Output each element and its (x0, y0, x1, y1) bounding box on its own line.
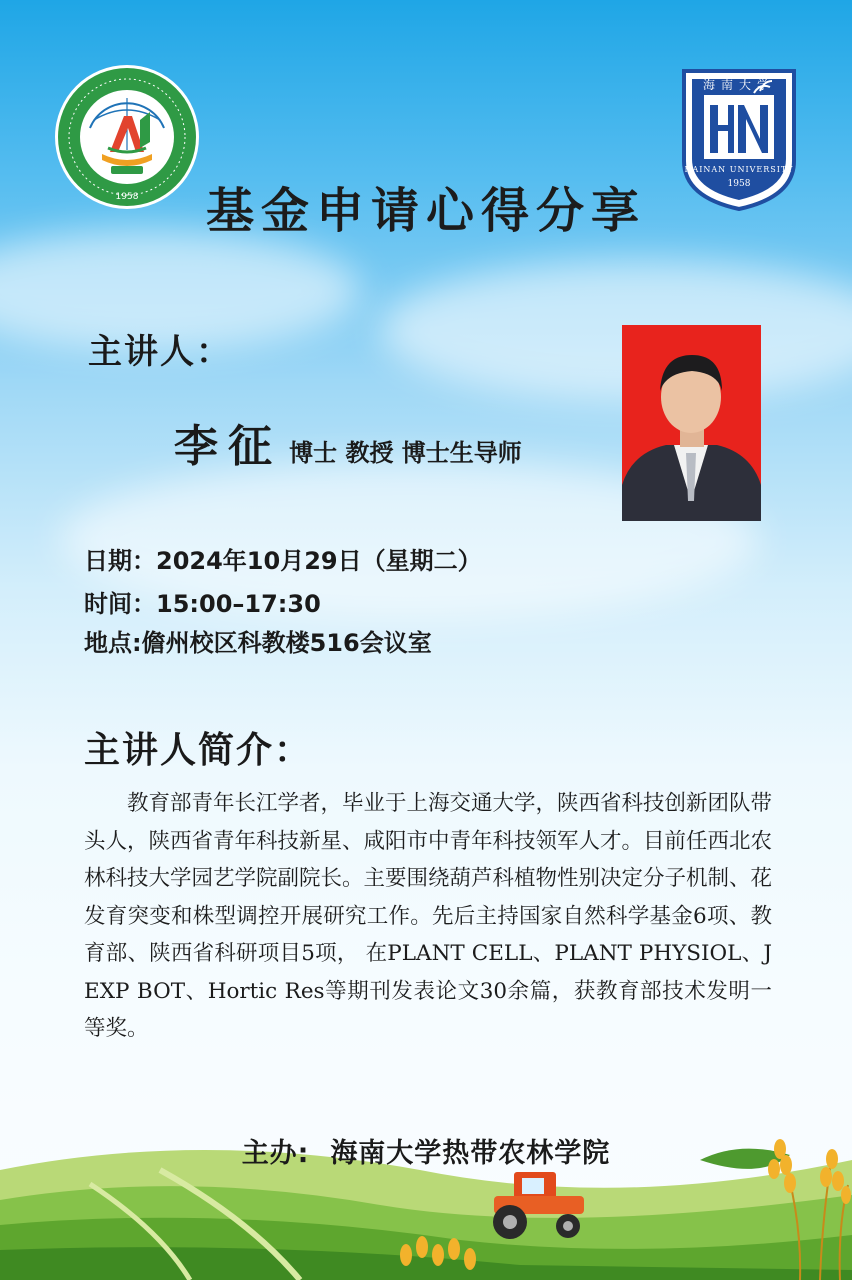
emblem-ring-text: HAINAN UNIVERSITY (684, 165, 794, 174)
host-spacer (310, 1138, 331, 1169)
speaker-name: 李征 (174, 421, 282, 472)
tractor-icon (484, 1158, 594, 1244)
speaker-titles: 博士 教授 博士生导师 (289, 438, 522, 467)
speaker-heading: 主讲人： (88, 332, 232, 372)
host-org: 海南大学热带农林学院 (330, 1138, 611, 1169)
host-label: 主办: (241, 1138, 310, 1169)
speaker-portrait (622, 325, 761, 521)
page-title: 基金申请心得分享 (205, 183, 646, 239)
svg-text:1958: 1958 (115, 192, 139, 202)
portrait-graphic (622, 325, 761, 521)
wheat-icon (392, 1225, 482, 1280)
bio-heading: 主讲人简介： (84, 730, 313, 771)
emblem-top-text: 海南大学 (702, 78, 775, 92)
event-location: 地点:儋州校区科教楼516会议室 (84, 629, 432, 657)
bio-text: 教育部青年长江学者，毕业于上海交通大学，陕西省科技创新团队带头人，陕西省青年科技新星、咸阳市中青年科技领军人才。目前任西北农林科技大学园艺学院副院长。主要围绕葫芦科植物性别决定分子机制、花发育突变和株型调控开展研究工作。先后主持国家自然科学基金6项、教育部、陕西省科研项目5项， 在PLANT CELL、PLANT PHYSIOL、J EXP BOT、Hortic Res等期刊发表论文30余篇，获教育部技术发明一等奖。 (84, 791, 773, 1041)
cloud-decoration (380, 260, 852, 400)
emblem-monogram (680, 93, 798, 94)
emblem-year: 1958 (727, 179, 751, 189)
speaker-line (174, 410, 522, 474)
host-line (0, 1131, 852, 1170)
event-date: 日期：2024年10月29日（星期二） (84, 547, 482, 575)
event-time: 时间：15:00–17:30 (84, 590, 321, 618)
